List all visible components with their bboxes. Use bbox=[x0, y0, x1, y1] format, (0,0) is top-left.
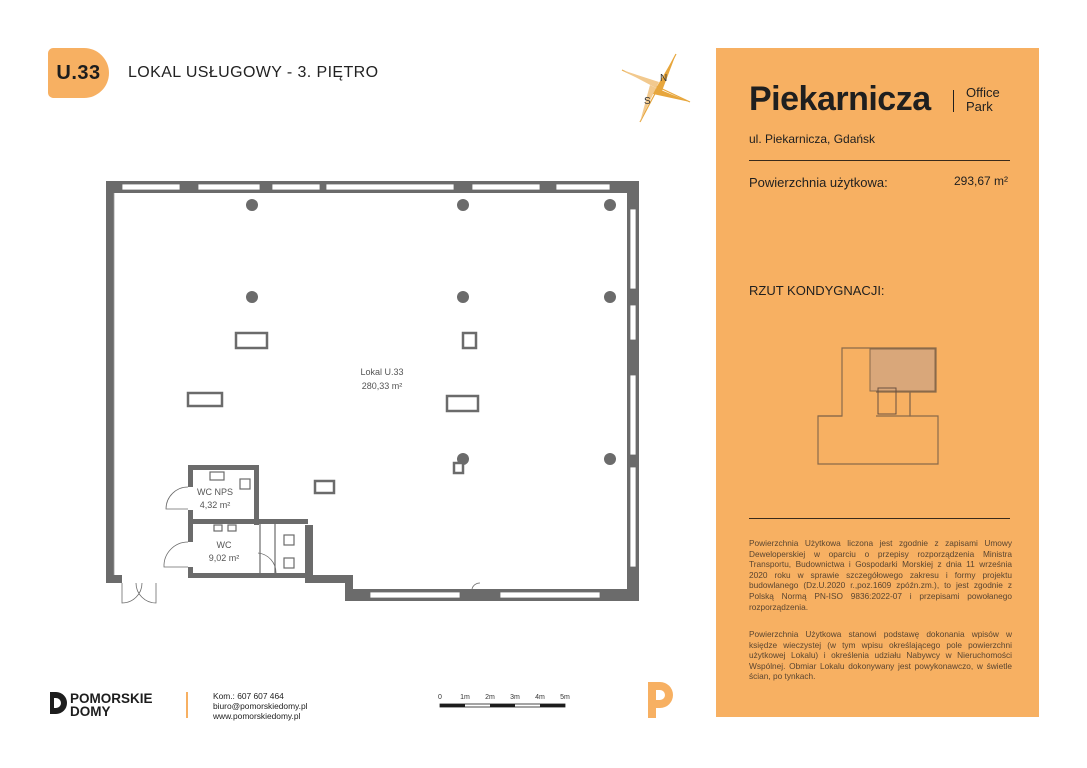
logo-line1: POMORSKIE bbox=[70, 691, 153, 706]
unit-badge bbox=[48, 48, 109, 98]
contact-email[interactable]: biuro@pomorskiedomy.pl bbox=[213, 701, 308, 712]
unit-title: LOKAL USŁUGOWY - 3. PIĘTRO bbox=[128, 64, 379, 81]
wc-nps-name: WC NPS bbox=[197, 487, 233, 497]
scale-label: 1m bbox=[460, 694, 470, 701]
brand-divider bbox=[953, 90, 954, 112]
compass-icon bbox=[618, 50, 694, 126]
key-plan-highlight bbox=[870, 349, 935, 391]
brand-subtitle-line2: Park bbox=[966, 99, 993, 114]
main-room-area: 280,33 m² bbox=[361, 381, 403, 391]
doors bbox=[122, 487, 480, 603]
scale-label: 4m bbox=[535, 694, 545, 701]
contact-info bbox=[213, 691, 307, 722]
info-panel bbox=[716, 48, 1039, 717]
scale-bar bbox=[432, 692, 578, 712]
columns bbox=[246, 199, 616, 465]
building-key-plan bbox=[814, 346, 942, 468]
logo-line2: DOMY bbox=[70, 704, 111, 719]
scale-label: 0 bbox=[438, 694, 442, 701]
divider bbox=[749, 160, 1010, 161]
company-logo-text bbox=[70, 692, 153, 718]
divider bbox=[749, 518, 1010, 519]
footer-divider bbox=[186, 692, 188, 718]
windows-right bbox=[630, 209, 636, 567]
scale-label: 5m bbox=[560, 694, 570, 701]
usable-area-label: Powierzchnia użytkowa: bbox=[749, 175, 888, 190]
disclaimer-paragraph: Powierzchnia Użytkowa liczona jest zgodnie z zapisami Umowy Deweloperskiej w oparciu o przepisy rozporządzenia Ministra Transportu, Budownictwa i Gospodarki Morskiej z dnia 11 września 2020 roku w sprawie szczegółowego zakresu i formy projektu budowlanego (Dz.U.2020 r.,poz.1609 zpóźn.zm.), to jest zgodnie z Polską Normą PN-ISO 9836:2022-07 i przepisami powołanego rozporządzenia. bbox=[749, 538, 1012, 612]
wc-name: WC bbox=[216, 540, 232, 550]
brand-subtitle-line1: Office bbox=[966, 85, 1000, 100]
unit-badge-label: U.33 bbox=[56, 61, 101, 84]
compass-north-letter: N bbox=[660, 73, 668, 84]
address: ul. Piekarnicza, Gdańsk bbox=[749, 132, 876, 146]
contact-website[interactable]: www.pomorskiedomy.pl bbox=[213, 711, 301, 722]
piekarnicza-p-logo-icon bbox=[646, 680, 680, 720]
disclaimer-paragraph: Powierzchnia Użytkowa stanowi podstawę dokonania wpisów w księdze wieczystej (w tym wpisu określającego pole powierzchni użytkowej Lokalu) i określenia udziału Nabywcy w Nieruchomości Wspólnej. Obmiar Lokalu dokonywany jest powykonawczo, w świetle ścian, po tynkach. bbox=[749, 629, 1012, 682]
wc-nps-area: 4,32 m² bbox=[199, 500, 231, 510]
scale-label: 3m bbox=[510, 694, 520, 701]
pomorskie-domy-logo-icon bbox=[48, 690, 68, 716]
scale-label: 2m bbox=[485, 694, 495, 701]
floor-plan bbox=[100, 175, 645, 610]
wc-area: 9,02 m² bbox=[208, 553, 240, 563]
usable-area-value: 293,67 m² bbox=[953, 174, 1008, 188]
brand-name: Piekarnicza bbox=[749, 80, 931, 118]
walls bbox=[106, 181, 639, 601]
main-room-name: Lokal U.33 bbox=[360, 367, 404, 377]
compass-south-letter: S bbox=[644, 96, 651, 107]
contact-phone: Kom.: 607 607 464 bbox=[213, 691, 284, 701]
brand-subtitle bbox=[966, 86, 1000, 114]
floor-plan-label: RZUT KONDYGNACJI: bbox=[749, 283, 885, 298]
